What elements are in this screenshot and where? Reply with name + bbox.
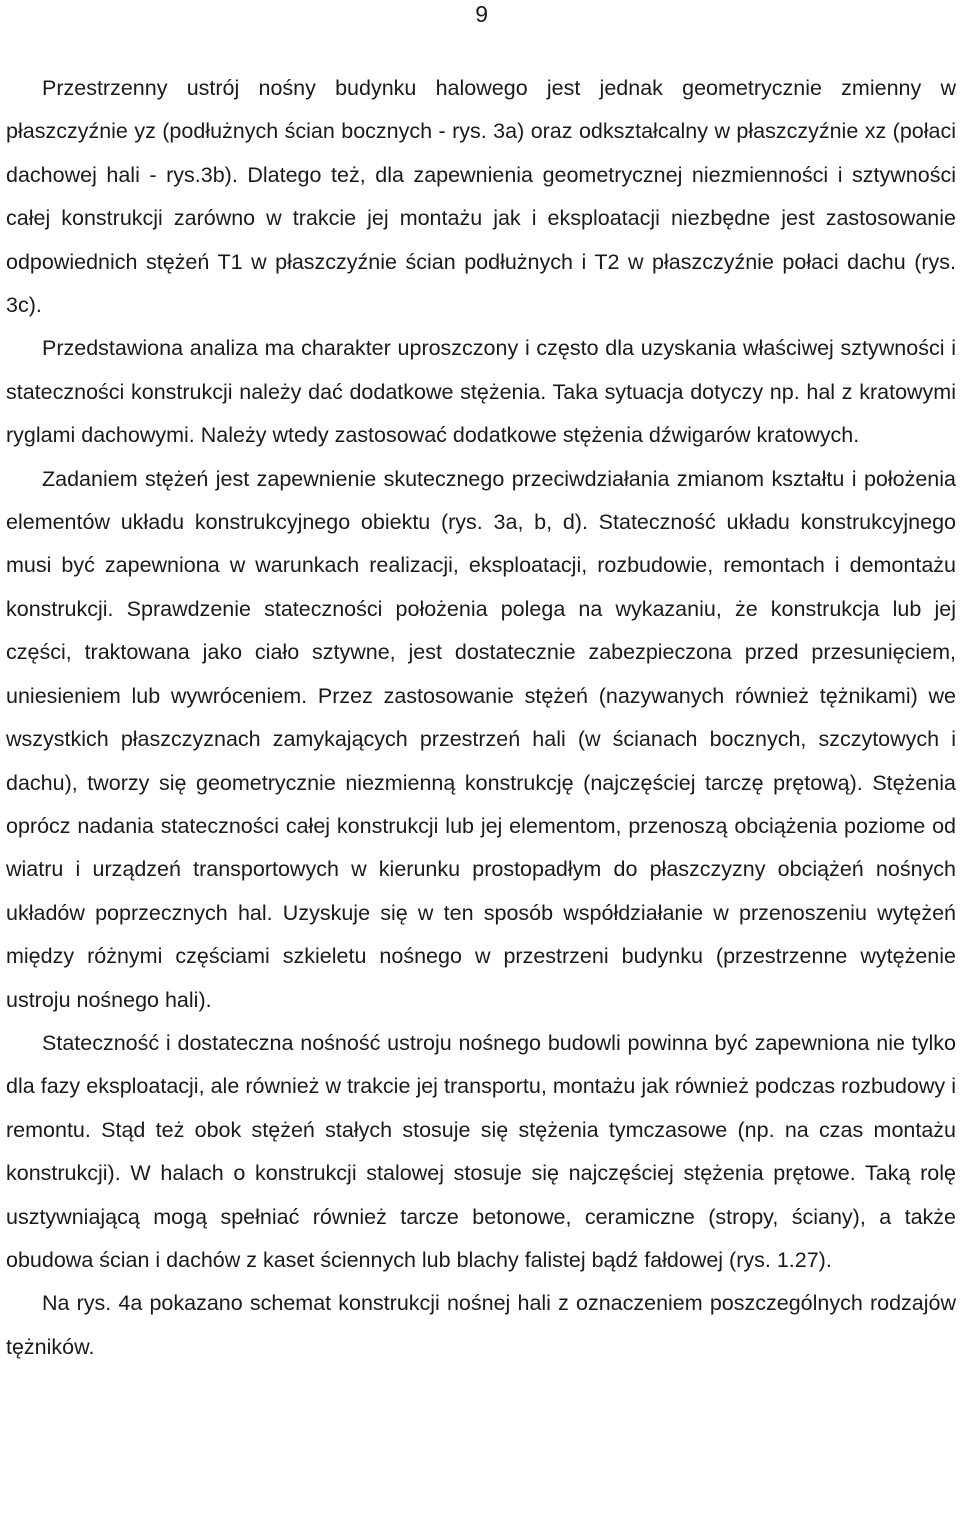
document-body bbox=[6, 67, 956, 1369]
paragraph-3: Zadaniem stężeń jest zapewnienie skutecznego przeciwdziałania zmianom kształtu i położenia elementów układu konstrukcyjnego obiektu (rys. 3a, b, d). Stateczność układu konstrukcyjnego musi być zapewniona w warunkach realizacji, eksploatacji, rozbudowie, remontach i demontażu konstrukcji. Sprawdzenie stateczności położenia polega na wykazaniu, że konstrukcja lub jej części, traktowana jako ciało sztywne, jest dostatecznie zabezpieczona przed przesunięciem, uniesieniem lub wywróceniem. Przez zastosowanie stężeń (nazywanych również tężnikami) we wszystkich płaszczyznach zamykających przestrzeń hali (w ścianach bocznych, szczytowych i dachu), tworzy się geometrycznie niezmienną konstrukcję (najczęściej tarczę prętową). Stężenia oprócz nadania stateczności całej konstrukcji lub jej elementom, przenoszą obciążenia poziome od wiatru i urządzeń transportowych w kierunku prostopadłym do płaszczyzny obciążeń nośnych układów poprzecznych hal. Uzyskuje się w ten sposób współdziałanie w przenoszeniu wytężeń między różnymi częściami szkieletu nośnego w przestrzeni budynku (przestrzenne wytężenie ustroju nośnego hali). bbox=[6, 466, 956, 1012]
paragraph-1: Przestrzenny ustrój nośny budynku halowego jest jednak geometrycznie zmienny w płaszczyźnie yz (podłużnych ścian bocznych - rys. 3a) oraz odkształcalny w płaszczyźnie xz (połaci dachowej hali - rys.3b). Dlatego też, dla zapewnienia geometrycznej niezmienności i sztywności całej konstrukcji zarówno w trakcie jej montażu jak i eksploatacji niezbędne jest zastosowanie odpowiednich stężeń T1 w płaszczyźnie ścian podłużnych i T2 w płaszczyźnie połaci dachu (rys. 3c). bbox=[6, 76, 956, 318]
paragraph-4: Stateczność i dostateczna nośność ustroju nośnego budowli powinna być zapewniona nie tylko dla fazy eksploatacji, ale również w trakcie jej transportu, montażu jak również podczas rozbudowy i remontu. Stąd też obok stężeń stałych stosuje się stężenia tymczasowe (np. na czas montażu konstrukcji). W halach o konstrukcji stalowej stosuje się najczęściej stężenia prętowe. Taką rolę usztywniającą mogą spełniać również tarcze betonowe, ceramiczne (stropy, ściany), a także obudowa ścian i dachów z kaset ściennych lub blachy falistej bądź fałdowej (rys. 1.27). bbox=[6, 1030, 956, 1272]
paragraph-5: Na rys. 4a pokazano schemat konstrukcji nośnej hali z oznaczeniem poszczególnych rodzajów tężników. bbox=[6, 1291, 956, 1359]
paragraph-2: Przedstawiona analiza ma charakter uproszczony i często dla uzyskania właściwej sztywności i stateczności konstrukcji należy dać dodatkowe stężenia. Taka sytuacja dotyczy np. hal z kratowymi ryglami dachowymi. Należy wtedy zastosować dodatkowe stężenia dźwigarów kratowych. bbox=[6, 336, 956, 448]
page-number: 9 bbox=[475, 1, 488, 27]
